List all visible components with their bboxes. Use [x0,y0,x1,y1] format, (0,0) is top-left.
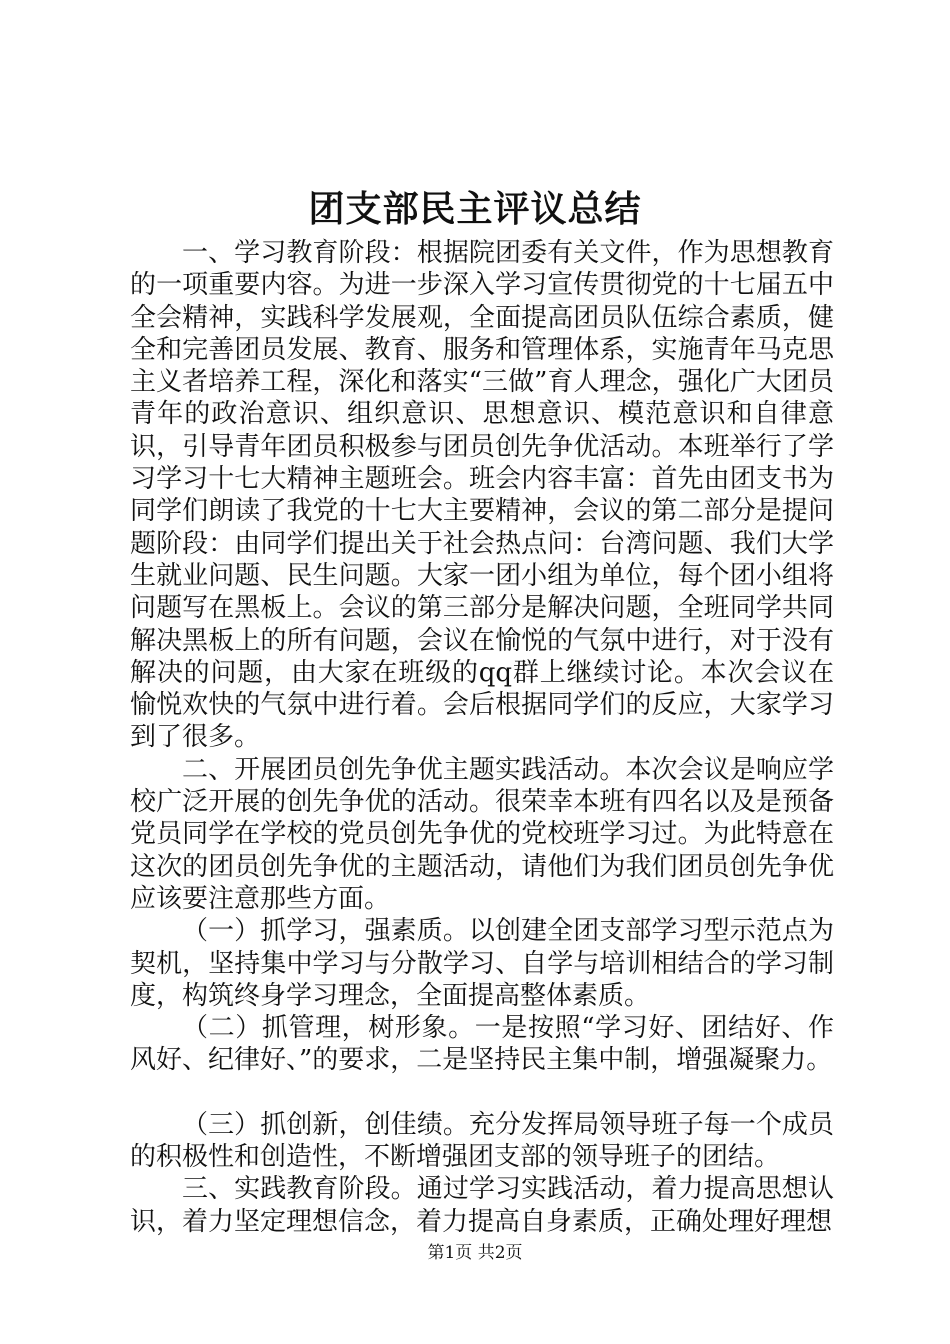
document-body [130,237,834,1238]
paragraph-excellence-activity: 二、开展团员创先争优主题实践活动。本次会议是响应学校广泛开展的创先争优的活动。很荣幸本班有四名以及是预备党员同学在学校的党员创先争优的党校班学习过。为此特意在这次的团员创先争优的主题活动，请他们为我们团员创先争优应该要注意那些方面。 [130,754,834,914]
paragraph-item-one: （一）抓学习，强素质。以创建全团支部学习型示范点为契机，坚持集中学习与分散学习、自学与培训相结合的学习制度，构筑终身学习理念，全面提高整体素质。 [130,916,834,1011]
document-title: 团支部民主评议总结 [308,188,642,230]
paragraph-practice-education: 三、实践教育阶段。通过学习实践活动，着力提高思想认识，着力坚定理想信念，着力提高自身素质，正确处理好理想 [130,1174,834,1237]
paragraph-item-two: （二）抓管理，树形象。一是按照“学习好、团结好、作风好、纪律好、”的要求，二是坚持民主集中制，增强凝聚力。 [130,1013,834,1076]
paragraph-item-three: （三）抓创新，创佳绩。充分发挥局领导班子每一个成员的积极性和创造性，不断增强团支部的领导班子的团结。 [130,1109,834,1173]
paragraph-study-education: 一、学习教育阶段：根据院团委有关文件，作为思想教育的一项重要内容。为进一步深入学习宣传贯彻党的十七届五中全会精神，实践科学发展观，全面提高团员队伍综合素质，健全和完善团员发展、教育、服务和管理体系，实施青年马克思主义者培养工程，深化和落实“三做”育人理念，强化广大团员青年的政治意识、组织意识、思想意识、模范意识和自律意识，引导青年团员积极参与团员创先争优活动。本班举行了学习学习十七大精神主题班会。班会内容丰富：首先由团支书为同学们朗读了我党的十七大主要精神，会议的第二部分是提问题阶段：由同学们提出关于社会热点问：台湾问题、我们大学生就业问题、民生问题。大家一团小组为单位，每个团小组将问题写在黑板上。会议的第三部分是解决问题，全班同学共同解决黑板上的所有问题，会议在愉悦的气氛中进行，对于没有解决的问题，由大家在班级的qq群上继续讨论。本次会议在愉悦欢快的气氛中进行着。会后根据同学们的反应，大家学习到了很多。 [130,238,834,753]
page-number-footer: 第1页 共2页 [427,1243,523,1263]
